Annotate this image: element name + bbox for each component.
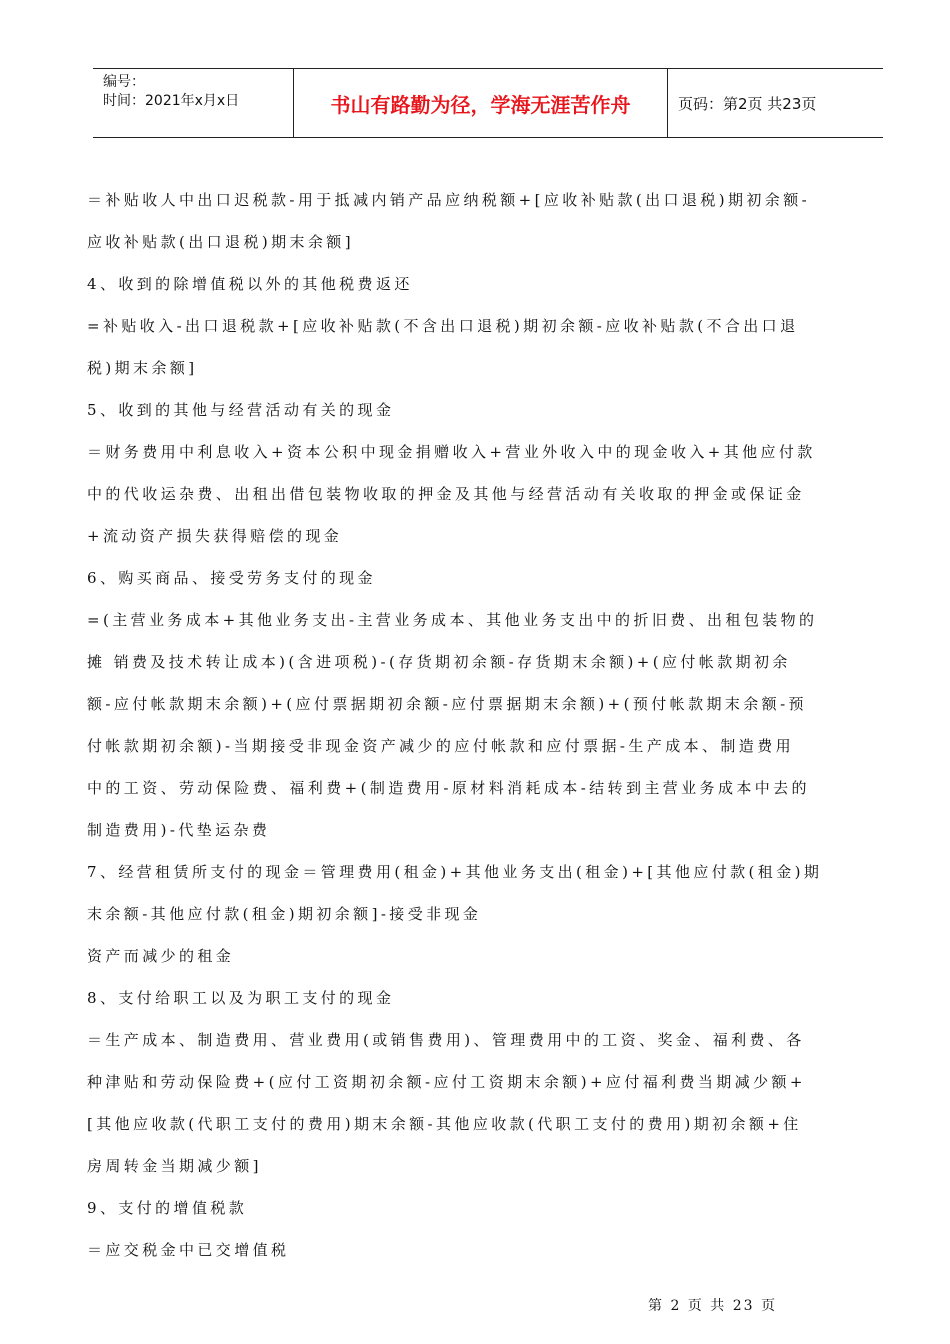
body-line: 中的代收运杂费、出租出借包装物收取的押金及其他与经营活动有关收取的押金或保证金 bbox=[87, 485, 805, 503]
body-line: +流动资产损失获得赔偿的现金 bbox=[87, 527, 343, 545]
header-table bbox=[93, 68, 883, 138]
page-info-cell bbox=[668, 69, 883, 137]
body-line: =补贴收入-出口退税款+[应收补贴款(不含出口退税)期初余额-应收补贴款(不合出口退 bbox=[87, 317, 799, 335]
body-line: =(主营业务成本+其他业务支出-主营业务成本、其他业务支出中的折旧费、出租包装物的 bbox=[87, 611, 818, 629]
page-label: 页码：第2页 共23页 bbox=[678, 94, 817, 113]
page-footer: 第 2 页 共 23 页 bbox=[648, 1298, 777, 1314]
header-meta-cell bbox=[93, 69, 294, 137]
body-line: 额-应付帐款期末余额)+(应付票据期初余额-应付票据期末余额)+(预付帐款期末余额-预 bbox=[87, 695, 807, 713]
body-line: 房周转金当期减少额] bbox=[87, 1157, 262, 1175]
body-line: 中的工资、劳动保险费、福利费+(制造费用-原材料消耗成本-结转到主营业务成本中去的 bbox=[87, 779, 810, 797]
motto-cell bbox=[294, 69, 668, 137]
body-line: 摊 销费及技术转让成本)(含进项税)-(存货期初余额-存货期末余额)+(应付帐款期初余 bbox=[87, 653, 791, 671]
section-heading: 8、支付给职工以及为职工支付的现金 bbox=[87, 989, 395, 1007]
section-heading: 5、收到的其他与经营活动有关的现金 bbox=[87, 401, 395, 419]
section-heading: 4、收到的除增值税以外的其他税费返还 bbox=[87, 275, 413, 293]
body-line: ＝生产成本、制造费用、营业费用(或销售费用)、管理费用中的工资、奖金、福利费、各 bbox=[87, 1031, 805, 1049]
body-line: 末余额-其他应付款(租金)期初余额]-接受非现金 bbox=[87, 905, 482, 923]
body-line: [其他应收款(代职工支付的费用)期末余额-其他应收款(代职工支付的费用)期初余额+住 bbox=[87, 1115, 802, 1133]
number-label: 编号： bbox=[103, 74, 145, 90]
body-line: 税)期末余额] bbox=[87, 359, 198, 377]
body-line: 种津贴和劳动保险费+(应付工资期初余额-应付工资期末余额)+应付福利费当期减少额+ bbox=[87, 1073, 806, 1091]
body-line: 制造费用)-代垫运杂费 bbox=[87, 821, 271, 839]
body-line: 资产而减少的租金 bbox=[87, 947, 235, 965]
time-label: 时间：2021年x月x日 bbox=[103, 93, 240, 109]
section-heading: 9、支付的增值税款 bbox=[87, 1199, 248, 1217]
body-line: ＝财务费用中利息收入+资本公积中现金捐赠收入+营业外收入中的现金收入+其他应付款 bbox=[87, 443, 816, 461]
body-line: ＝应交税金中已交增值税 bbox=[87, 1241, 290, 1259]
section-heading: 7、经营租赁所支付的现金＝管理费用(租金)+其他业务支出(租金)+[其他应付款(租金)期 bbox=[87, 863, 823, 881]
body-line: 应收补贴款(出口退税)期末余额] bbox=[87, 233, 354, 251]
document-body bbox=[87, 186, 887, 1278]
body-line: ＝补贴收人中出口迟税款-用于抵减内销产品应纳税额+[应收补贴款(出口退税)期初余额- bbox=[87, 191, 811, 209]
motto-text: 书山有路勤为径，学海无涯苦作舟 bbox=[330, 92, 631, 117]
body-line: 付帐款期初余额)-当期接受非现金资产减少的应付帐款和应付票据-生产成本、制造费用 bbox=[87, 737, 794, 755]
section-heading: 6、购买商品、接受劳务支付的现金 bbox=[87, 569, 376, 587]
